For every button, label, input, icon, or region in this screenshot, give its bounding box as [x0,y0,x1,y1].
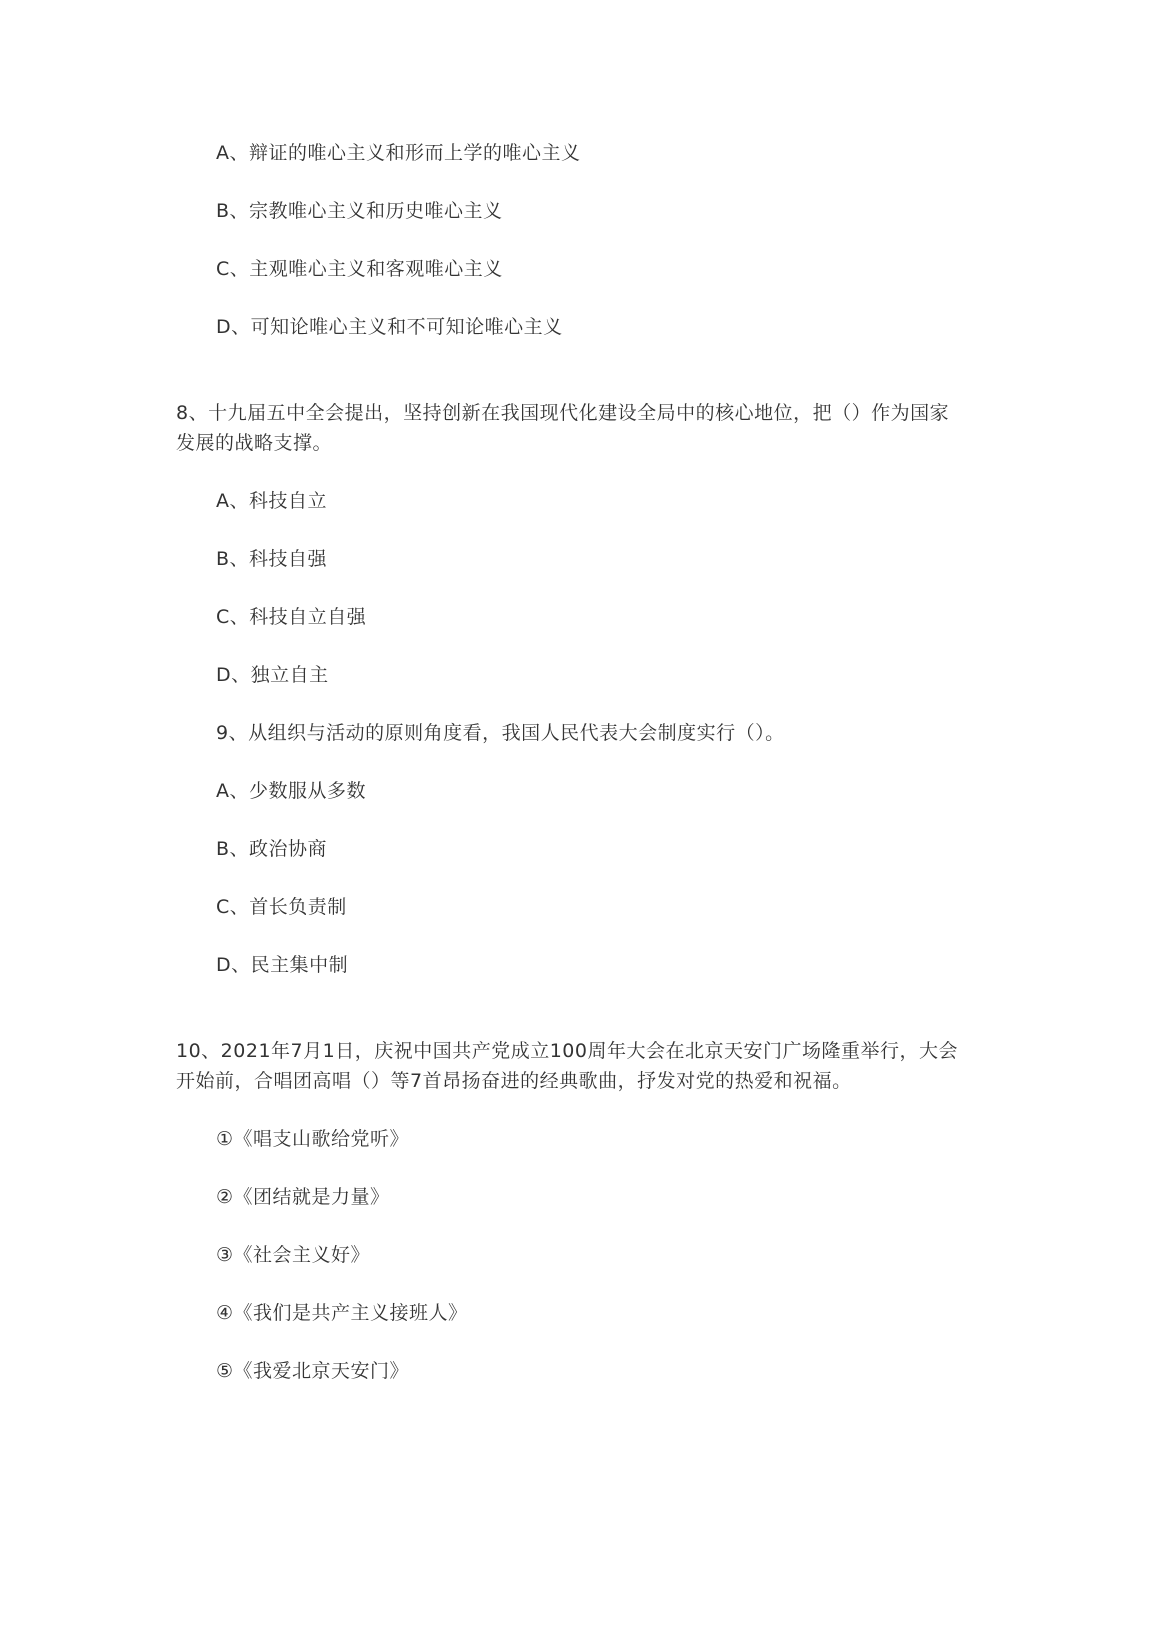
q7-option-a: A、辩证的唯心主义和形而上学的唯心主义 [216,142,581,164]
q8-option-c: C、科技自立自强 [216,606,367,628]
q7-option-b: B、宗教唯心主义和历史唯心主义 [216,200,503,222]
q9-option-c: C、首长负责制 [216,896,347,918]
q7-option-d: D、可知论唯心主义和不可知论唯心主义 [216,316,563,338]
q8-option-d: D、独立自主 [216,664,329,686]
q9-option-b: B、政治协商 [216,838,328,860]
q10-question-line-1: 10、2021年7月1日，庆祝中国共产党成立100周年大会在北京天安门广场隆重举行，大会 [176,1040,958,1062]
q9-question: 9、从组织与活动的原则角度看，我国人民代表大会制度实行（）。 [216,722,785,744]
q7-option-c: C、主观唯心主义和客观唯心主义 [216,258,503,280]
q10-question-line-2: 开始前，合唱团高唱（）等7首昂扬奋进的经典歌曲，抒发对党的热爱和祝福。 [176,1070,852,1092]
q10-item-2: ②《团结就是力量》 [216,1186,390,1208]
q8-question-line-2: 发展的战略支撑。 [176,432,333,454]
q8-option-a: A、科技自立 [216,490,327,512]
q9-option-d: D、民主集中制 [216,954,349,976]
q10-item-4: ④《我们是共产主义接班人》 [216,1302,468,1324]
q10-item-5: ⑤《我爱北京天安门》 [216,1360,410,1382]
q10-item-1: ①《唱支山歌给党听》 [216,1128,410,1150]
q8-question-line-1: 8、十九届五中全会提出，坚持创新在我国现代化建设全局中的核心地位，把（）作为国家 [176,402,950,424]
q10-item-3: ③《社会主义好》 [216,1244,371,1266]
q9-option-a: A、少数服从多数 [216,780,366,802]
q8-option-b: B、科技自强 [216,548,328,570]
